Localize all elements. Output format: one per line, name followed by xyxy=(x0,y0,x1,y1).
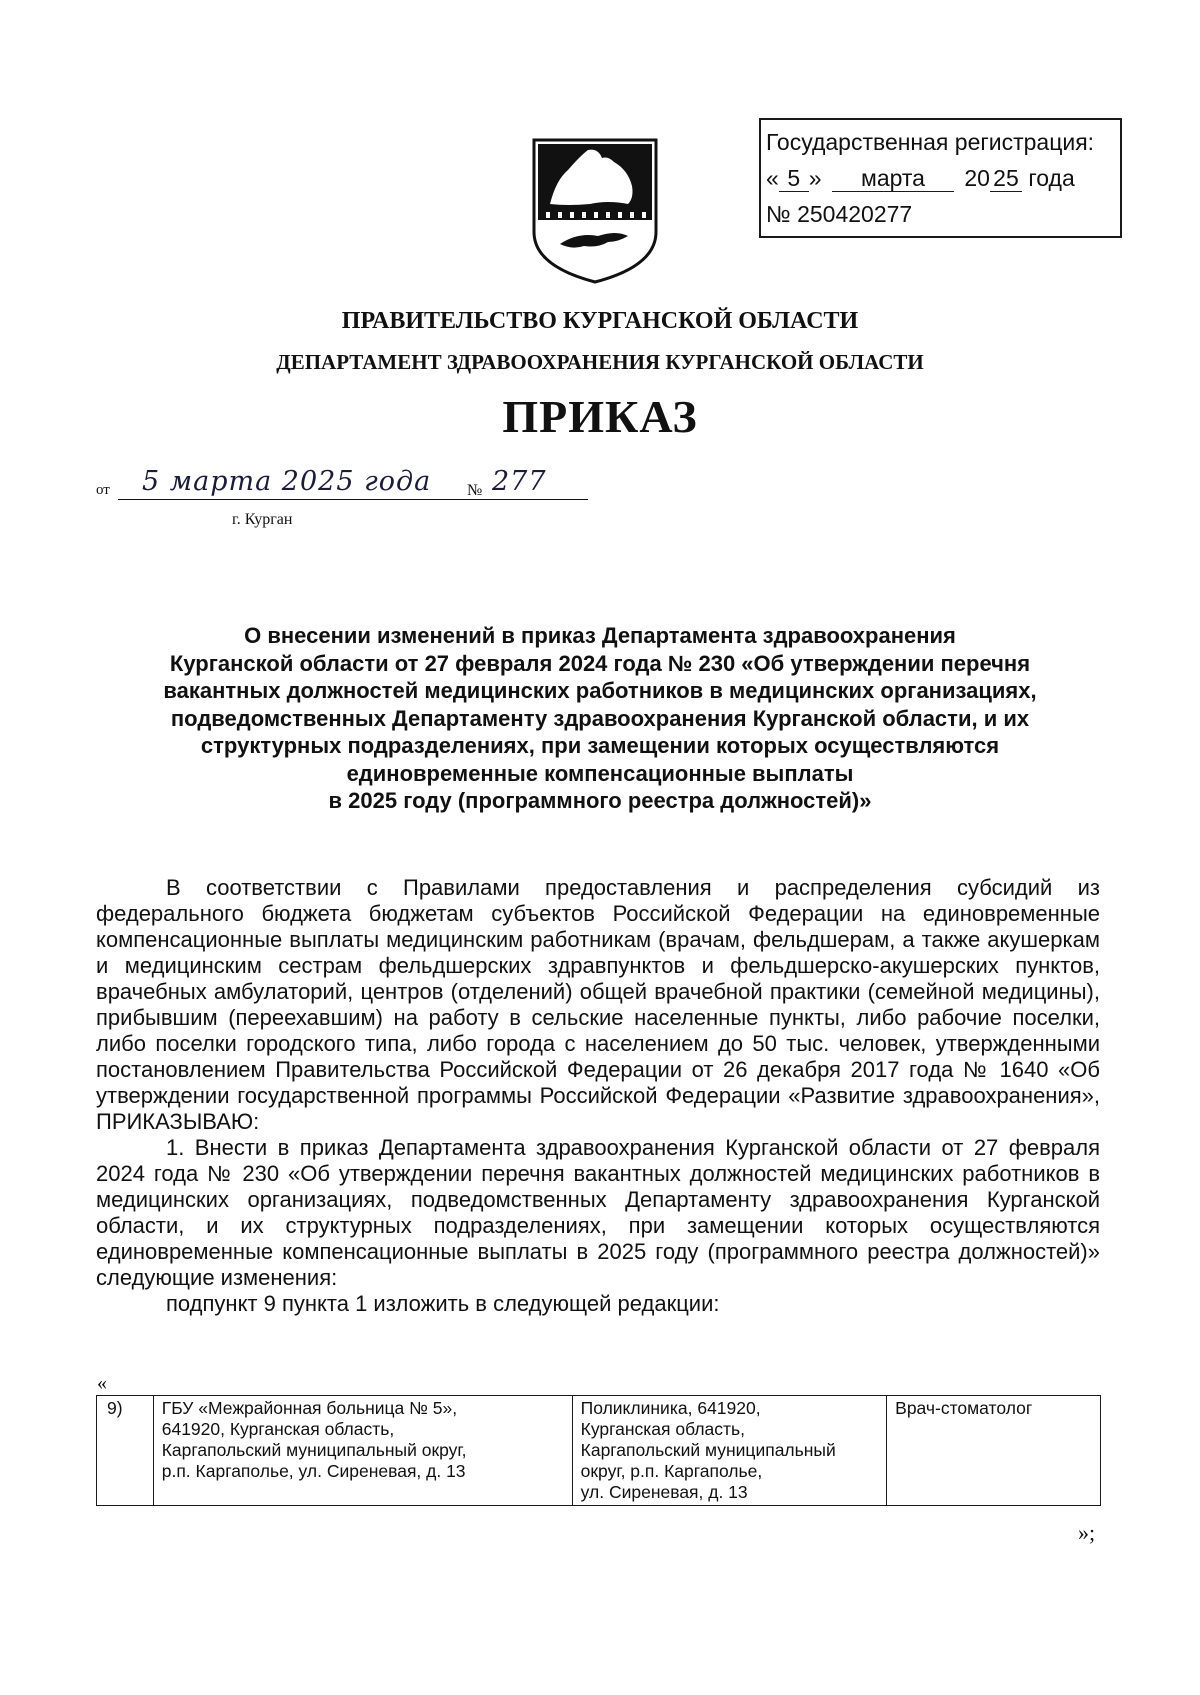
number-label: № xyxy=(467,482,483,499)
registration-stamp xyxy=(759,118,1122,238)
organization-cell: ГБУ «Межрайонная больница № 5», 641920, Курганская область, Каргапольский муниципальный округ, р.п. Каргаполье, ул. Сиреневая, д. 13 xyxy=(153,1396,572,1506)
from-label: от xyxy=(96,482,110,498)
handwritten-number: 277 xyxy=(492,466,547,497)
preamble-paragraph: В соответствии с Правилами предоставления и распределения субсидий из федерального бюджета бюджетам субъектов Российской Федерации на единовременные компенсационные выплаты медицинским работникам (врачам, фельдшерам, а также акушеркам и медицинским сестрам фельдшерских здравпунктов и фельдшерско-акушерских пунктов, врачебных амбулаторий, центров (отделений) общей врачебной практики (семейной медицины), прибывшим (переехавшим) на работу в сельские населенные пункты, либо рабочие поселки, либо поселки городского типа, либо города с населением до 50 тыс. человек, утвержденными постановлением Правительства Российской Федерации от 26 декабря 2017 года № 1640 «Об утверждении государственной программы Российской Федерации «Развитие здравоохранения», ПРИКАЗЫВАЮ: xyxy=(96,875,1100,1134)
title-line: Курганской области от 27 февраля 2024 года № 230 «Об утверждении перечня xyxy=(169,650,1031,676)
positions-table xyxy=(96,1395,1101,1506)
position-cell: Врач-стоматолог xyxy=(887,1396,1101,1506)
department-heading: ДЕПАРТАМЕНТ ЗДРАВООХРАНЕНИЯ КУРГАНСКОЙ ОБЛАСТИ xyxy=(276,350,924,374)
registration-heading: Государственная регистрация: xyxy=(766,129,1095,155)
document-title xyxy=(90,622,1110,815)
title-line: О внесении изменений в приказ Департамента здравоохранения xyxy=(244,623,956,648)
quote-open: « xyxy=(97,1372,107,1394)
registration-month: марта xyxy=(832,165,954,192)
order-date-line xyxy=(96,466,596,510)
title-line: единовременные компенсационные выплаты xyxy=(346,760,854,786)
subitem-paragraph: подпункт 9 пункта 1 изложить в следующей редакции: xyxy=(166,1291,720,1316)
document-type-heading: ПРИКАЗ xyxy=(502,391,698,442)
unit-cell: Поликлиника, 641920, Курганская область, Каргапольский муниципальный округ, р.п. Каргаполье, ул. Сиреневая, д. 13 xyxy=(572,1396,887,1506)
registration-year: 25 xyxy=(990,165,1022,192)
handwritten-date: 5 марта 2025 года xyxy=(142,466,432,497)
city: г. Курган xyxy=(232,511,293,528)
title-line: вакантных должностей медицинских работников в медицинских организациях, xyxy=(163,678,1037,703)
item-1-paragraph: 1. Внести в приказ Департамента здравоохранения Курганской области от 27 февраля 2024 года № 230 «Об утверждении перечня вакантных должностей медицинских работников в медицинских организациях, подведомственных Департаменту здравоохранения Курганской области, и их структурных подразделениях, при замещении которых осуществляются единовременные компенсационные выплаты в 2025 году (программного реестра должностей)» следующие изменения: xyxy=(96,1135,1100,1290)
registration-date: « 5 » марта 20 25 года xyxy=(766,165,1075,191)
title-line: в 2025 году (программного реестра должностей)» xyxy=(328,788,872,813)
document-body xyxy=(96,875,1100,1317)
date-underline xyxy=(118,499,588,500)
registration-day: 5 xyxy=(779,165,809,192)
coat-of-arms-icon xyxy=(528,136,662,286)
government-heading: ПРАВИТЕЛЬСТВО КУРГАНСКОЙ ОБЛАСТИ xyxy=(341,308,859,334)
table-row xyxy=(97,1396,1101,1506)
quote-close: »; xyxy=(1078,1520,1096,1545)
title-line: подведомственных Департаменту здравоохранения Курганской области, и их xyxy=(170,705,1030,731)
registration-number: № 250420277 xyxy=(766,201,913,227)
title-line: структурных подразделениях, при замещении которых осуществляются xyxy=(200,733,1000,758)
row-number: 9) xyxy=(97,1396,154,1506)
